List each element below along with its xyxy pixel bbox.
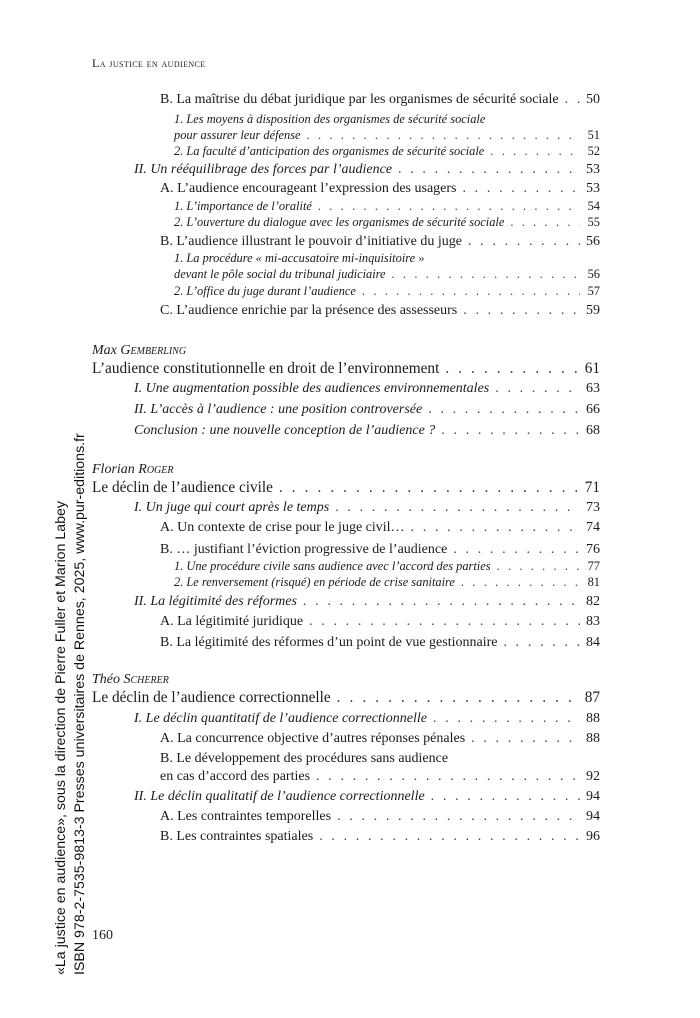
toc-entry-page: 50 <box>586 92 600 107</box>
toc-entry[interactable] <box>160 808 600 826</box>
toc-entry-title-line1: 1. La procédure « mi-accusatoire mi-inquisitoire » <box>174 251 425 265</box>
toc-entry-page: 96 <box>586 829 600 844</box>
dot-leader <box>441 422 580 440</box>
dot-leader <box>303 593 580 611</box>
author-last-name: Roger <box>138 462 174 477</box>
dot-leader <box>461 573 580 591</box>
toc-entry-page: 83 <box>586 614 600 629</box>
toc-entry[interactable] <box>160 91 600 109</box>
toc-entry[interactable] <box>134 380 600 398</box>
toc-entry-title: 2. L’office du juge durant l’audience <box>174 284 356 298</box>
toc-entry[interactable] <box>174 142 600 160</box>
chapter-title-entry[interactable] <box>92 360 600 378</box>
toc-entry[interactable] <box>174 265 600 283</box>
toc-entry-title-line1: B. Le développement des procédures sans audience <box>160 751 449 766</box>
toc-entry[interactable] <box>160 613 600 631</box>
toc-entry-title: C. L’audience enrichie par la présence des assesseurs <box>160 303 458 318</box>
toc-entry[interactable] <box>134 422 600 440</box>
toc-entry[interactable] <box>160 634 600 652</box>
toc-entry-title: A. La concurrence objective d’autres réponses pénales <box>160 731 466 746</box>
toc-entry-title: I. Un juge qui court après le temps <box>134 500 330 515</box>
toc-entry-page: 55 <box>587 215 600 229</box>
dot-leader <box>463 302 580 320</box>
toc-entry-page: 73 <box>586 500 600 515</box>
chapter-title-entry[interactable] <box>92 479 600 497</box>
dot-leader <box>337 689 580 707</box>
chapter-page: 87 <box>584 689 600 706</box>
author-first-name: Max <box>92 343 117 358</box>
toc-entry-title: en cas d’accord des parties <box>160 769 311 784</box>
toc-entry-title: Conclusion : une nouvelle conception de l’audience ? <box>134 423 436 438</box>
dot-leader <box>309 613 580 631</box>
toc-entry-page: 82 <box>586 594 600 609</box>
author-last-name: Scherer <box>123 672 169 687</box>
toc-entry-title: B. Les contraintes spatiales <box>160 829 314 844</box>
author-first-name: Florian <box>92 462 135 477</box>
toc-entry-title: B. La maîtrise du débat juridique par les organismes de sécurité sociale <box>160 92 559 107</box>
toc-entry-title: B. L’audience illustrant le pouvoir d’initiative du juge <box>160 234 462 249</box>
toc-entry-title: A. Un contexte de crise pour le juge civil… <box>160 520 405 535</box>
toc-entry-title: 2. Le renversement (risqué) en période de crise sanitaire <box>174 575 455 589</box>
side-credit-text <box>52 433 90 975</box>
chapter-title: Le déclin de l’audience correctionnelle <box>92 689 331 706</box>
dot-leader <box>428 401 580 419</box>
side-credit-line: ISBN 978-2-7535-9813-3 Presses universitaires de Rennes, 2025, www.pur-editions.fr <box>72 433 88 975</box>
dot-leader <box>431 788 580 806</box>
dot-leader <box>490 142 580 160</box>
toc-entry-page: 52 <box>587 144 600 158</box>
toc-entry-title: A. La légitimité juridique <box>160 614 304 629</box>
toc-entry-title: 1. Une procédure civile sans audience avec l’accord des parties <box>174 559 491 573</box>
toc-entry-page: 63 <box>586 381 600 396</box>
toc-entry-page: 59 <box>586 303 600 318</box>
chapter-title: Le déclin de l’audience civile <box>92 479 273 496</box>
toc-entry-title: 2. L’ouverture du dialogue avec les organismes de sécurité sociale <box>174 215 505 229</box>
toc-entry-title: A. L’audience encourageant l’expression des usagers <box>160 181 457 196</box>
chapter-author <box>92 342 186 360</box>
toc-entry-page: 68 <box>586 423 600 438</box>
dot-leader <box>471 730 580 748</box>
toc-entry-page: 74 <box>586 520 600 535</box>
toc-entry-title: II. Le déclin qualitatif de l’audience correctionnelle <box>134 789 425 804</box>
toc-entry-page: 94 <box>586 809 600 824</box>
toc-entry-page: 57 <box>587 284 600 298</box>
dot-leader <box>468 233 580 251</box>
dot-leader <box>565 91 580 109</box>
toc-entry[interactable] <box>160 302 600 320</box>
toc-entry-title: 1. L’importance de l’oralité <box>174 199 312 213</box>
toc-entry-page: 84 <box>586 635 600 650</box>
toc-entry-page: 53 <box>586 162 600 177</box>
chapter-author <box>92 461 174 479</box>
toc-entry-page: 51 <box>587 128 600 142</box>
dot-leader <box>392 265 580 283</box>
toc-entry-page: 88 <box>586 711 600 726</box>
author-first-name: Théo <box>92 672 120 687</box>
toc-entry-title: pour assurer leur défense <box>174 128 301 142</box>
toc-entry[interactable] <box>174 213 600 231</box>
toc-entry-title: B. … justifiant l’éviction progressive de l’audience <box>160 542 448 557</box>
toc-entry[interactable] <box>134 499 600 517</box>
dot-leader <box>445 360 580 378</box>
toc-entry-page: 56 <box>586 234 600 249</box>
dot-leader <box>411 519 580 537</box>
chapter-page: 71 <box>584 479 600 496</box>
toc-entry-title: A. Les contraintes temporelles <box>160 809 332 824</box>
toc-entry-page: 53 <box>586 181 600 196</box>
toc-entry-title: II. Un rééquilibrage des forces par l’audience <box>134 162 393 177</box>
toc-entry[interactable] <box>174 573 600 591</box>
chapter-title-entry[interactable] <box>92 689 600 707</box>
toc-entry-page: 94 <box>586 789 600 804</box>
toc-entry-page: 81 <box>587 575 600 589</box>
toc-entry[interactable] <box>134 161 600 179</box>
toc-entry-title: II. La légitimité des réformes <box>134 594 297 609</box>
dot-leader <box>279 479 580 497</box>
dot-leader <box>398 161 580 179</box>
toc-entry-page: 92 <box>586 769 600 784</box>
toc-entry[interactable] <box>160 519 600 537</box>
toc-entry[interactable] <box>134 788 600 806</box>
dot-leader <box>495 380 580 398</box>
toc-entry[interactable] <box>134 401 600 419</box>
dot-leader <box>433 710 580 728</box>
toc-entry[interactable] <box>134 593 600 611</box>
page-number: 160 <box>92 928 113 943</box>
dot-leader <box>337 808 580 826</box>
toc-entry-title: I. Une augmentation possible des audiences environnementales <box>134 381 490 396</box>
author-last-name: Gemberling <box>120 343 187 358</box>
dot-leader <box>335 499 580 517</box>
toc-entry[interactable] <box>174 282 600 300</box>
toc-entry-title: B. La légitimité des réformes d’un point de vue gestionnaire <box>160 635 498 650</box>
dot-leader <box>462 180 580 198</box>
chapter-page: 61 <box>584 360 600 377</box>
toc-entry-title: I. Le déclin quantitatif de l’audience correctionnelle <box>134 711 428 726</box>
toc-entry-page: 77 <box>587 559 600 573</box>
toc-entry-page: 76 <box>586 542 600 557</box>
toc-entry[interactable] <box>160 828 600 846</box>
running-head: La justice en audience <box>92 56 206 70</box>
toc-entry[interactable] <box>160 730 600 748</box>
toc-entry[interactable] <box>134 710 600 728</box>
toc-entry-page: 56 <box>587 267 600 281</box>
toc-entry-page: 88 <box>586 731 600 746</box>
toc-entry-title: 2. La faculté d’anticipation des organismes de sécurité sociale <box>174 144 485 158</box>
toc-entry-page: 54 <box>587 199 600 213</box>
dot-leader <box>503 634 580 652</box>
toc-entry[interactable] <box>160 180 600 198</box>
toc-entry-page: 66 <box>586 402 600 417</box>
dot-leader <box>316 768 580 786</box>
dot-leader <box>362 282 580 300</box>
toc-entry-title-line1: 1. Les moyens à disposition des organismes de sécurité sociale <box>174 112 486 126</box>
toc-entry-title: II. L’accès à l’audience : une position controversée <box>134 402 423 417</box>
toc-entry-title: devant le pôle social du tribunal judiciaire <box>174 267 386 281</box>
dot-leader <box>510 213 580 231</box>
chapter-author <box>92 671 169 689</box>
chapter-title: L’audience constitutionnelle en droit de l’environnement <box>92 360 440 377</box>
side-credit-line: «La justice en audience», sous la direction de Pierre Fuller et Marion Labey <box>53 501 69 975</box>
toc-entry[interactable] <box>160 768 600 786</box>
dot-leader <box>319 828 580 846</box>
